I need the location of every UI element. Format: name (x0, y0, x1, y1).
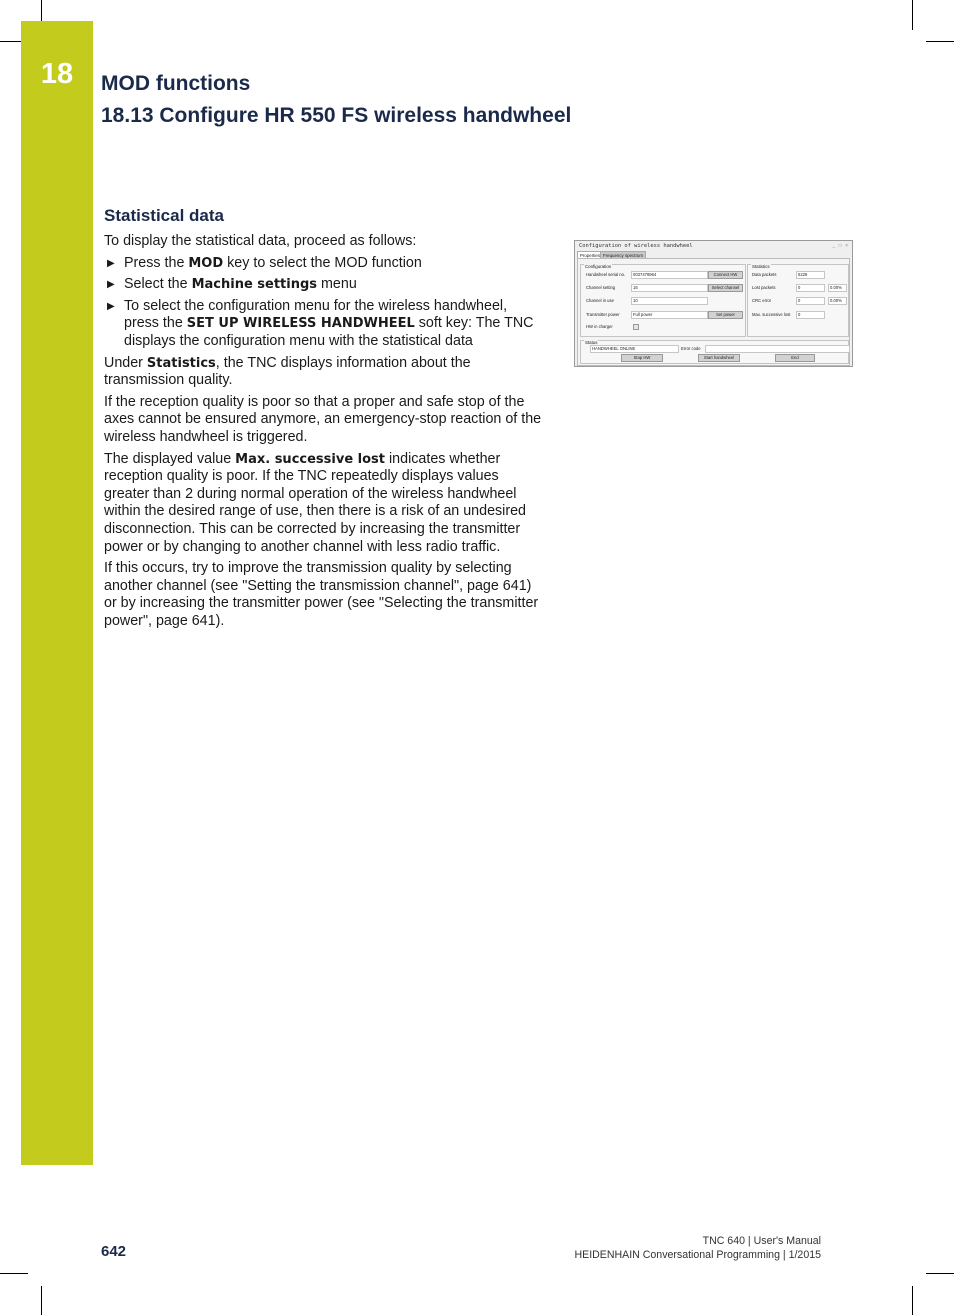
tab-frequency-spectrum[interactable]: Frequency spectrum (600, 251, 646, 260)
select-channel-button[interactable]: Select channel (708, 284, 743, 292)
channel-in-use-label: Channel in use (586, 298, 614, 303)
channel-setting-field[interactable]: 16 (631, 284, 708, 292)
section-title: 18.13 Configure HR 550 FS wireless handwheel (101, 104, 572, 127)
max-lost-paragraph: The displayed value Max. successive lost indicates whether reception quality is poor. If the TNC repeatedly displays values greater than 2 during normal operation of the wireless handwheel within the desired range of use, then there is a risk of an undesired disconnection. This can be corrected by increasing the transmitter power or by changing to another channel with less radio traffic. (104, 450, 527, 555)
chapter-number: 18 (40, 58, 74, 90)
status-title: Status (585, 340, 598, 345)
window-controls-icon[interactable]: _ □ × (832, 243, 849, 249)
main-content (104, 206, 544, 634)
crop-mark (41, 0, 42, 21)
triangle-right-icon: ▶ (107, 257, 115, 269)
serial-label: Handwheel serial no. (586, 272, 626, 277)
triangle-right-icon: ▶ (107, 279, 115, 291)
step-2: ▶ Select the Machine settings menu (107, 276, 357, 293)
crop-mark (912, 0, 913, 30)
status-field: HANDWHEEL ONLINE (590, 345, 679, 353)
tab-properties[interactable]: Properties (577, 251, 603, 260)
crop-mark (926, 1273, 954, 1274)
status-group (580, 340, 849, 364)
page-number: 642 (101, 1243, 127, 1260)
hw-in-charger-checkbox[interactable] (633, 324, 639, 330)
serial-field[interactable]: 0037478964 (631, 271, 708, 279)
configuration-title: Configuration (585, 264, 612, 269)
configuration-group (580, 264, 746, 337)
footer-line-1: TNC 640 | User's Manual (702, 1235, 821, 1247)
crop-mark (912, 1286, 913, 1315)
hw-in-charger-label: HW in charger (586, 324, 613, 329)
wireless-handwheel-dialog (574, 240, 853, 367)
channel-in-use-field: 10 (631, 297, 708, 305)
statistics-paragraph: Under Statistics, the TNC displays information about the transmission quality. (104, 354, 471, 389)
lost-packets-label: Lost packets (752, 285, 776, 290)
crc-error-field: 0 (796, 297, 825, 305)
crop-mark (41, 1286, 42, 1315)
statistics-group (747, 264, 849, 337)
statistics-title: Statistics (752, 264, 770, 269)
reception-paragraph: If the reception quality is poor so that a proper and safe stop of the axes cannot be ensured anymore, an emergency-stop reaction of the wireless handwheel is triggered. (104, 393, 542, 445)
chapter-title: MOD functions (101, 72, 251, 95)
improve-paragraph: If this occurs, try to improve the transmission quality by selecting another channel (see "Setting the transmission channel", page 641) or by increasing the transmitter power (see "Selecting the transmitter power", page 641). (104, 560, 539, 629)
triangle-right-icon: ▶ (107, 300, 115, 312)
footer-line-2: HEIDENHAIN Conversational Programming | 1/2015 (574, 1248, 821, 1261)
footer (574, 1235, 821, 1262)
max-successive-lost-label: Max. successive lost (752, 312, 791, 317)
end-button[interactable]: End (775, 354, 815, 362)
lost-packets-field: 0 (796, 284, 825, 292)
crop-mark (0, 41, 21, 42)
transmitter-power-field[interactable]: Full power (631, 311, 708, 319)
start-handwheel-button[interactable]: Start handwheel (698, 354, 740, 362)
dialog-panel (577, 258, 850, 366)
channel-setting-label: Channel setting (586, 285, 616, 290)
crop-mark (926, 41, 954, 42)
data-packets-label: Data packets (752, 272, 777, 277)
set-power-button[interactable]: Set power (708, 311, 743, 319)
max-successive-lost-field: 0 (796, 311, 825, 319)
dialog-title: Configuration of wireless handwheel (579, 243, 693, 249)
connect-hw-button[interactable]: Connect HW (708, 271, 743, 279)
crop-mark (0, 1273, 28, 1274)
lost-packets-percent: 0.00% (828, 284, 847, 292)
data-packets-field: 5228 (796, 271, 825, 279)
step-3: ▶ To select the configuration menu for the wireless handwheel, press the SET UP WIRELESS HANDWHEEL soft key: The TNC displays the configuration menu with the statistical data (107, 297, 534, 349)
stop-hw-button[interactable]: Stop HW (621, 354, 663, 362)
section-heading: Statistical data (104, 206, 224, 225)
crc-error-label: CRC error (752, 298, 772, 303)
transmitter-power-label: Transmitter power (586, 312, 620, 317)
chapter-sidebar (21, 21, 93, 1165)
intro-paragraph: To display the statistical data, proceed as follows: (104, 233, 417, 249)
crc-error-percent: 0.00% (828, 297, 847, 305)
error-code-field (705, 345, 850, 353)
error-code-label: Error code (681, 346, 701, 351)
step-1: ▶ Press the MOD key to select the MOD function (107, 254, 422, 271)
